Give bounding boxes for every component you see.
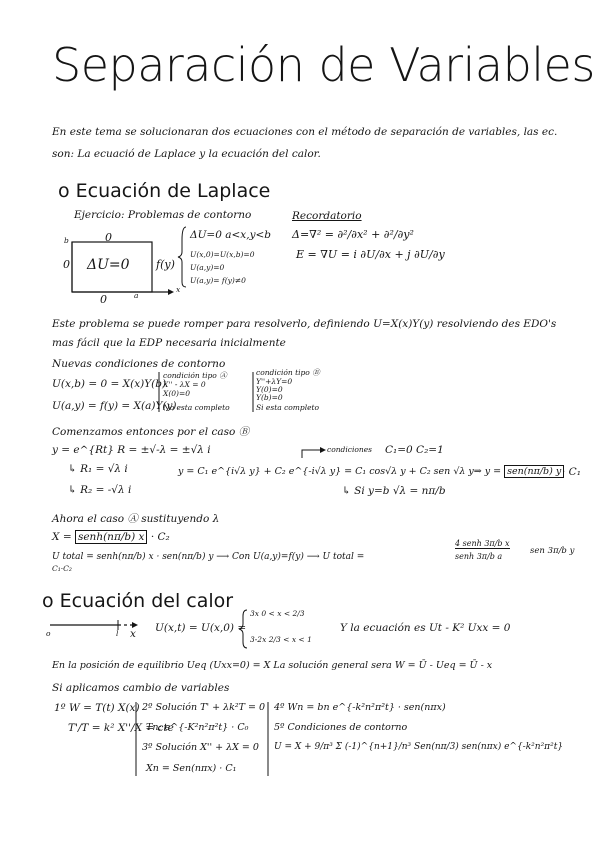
condiciones-label: condiciones — [327, 445, 372, 454]
u-total-sub: C₁·C₂ — [52, 564, 72, 573]
tipo-a-title: condición tipo Ⓐ — [163, 371, 227, 380]
laplace-paragraph-2: mas fácil que la EDP necesaria inicialmente — [52, 337, 286, 349]
diagram-inner-label: ΔU=0 — [87, 257, 130, 273]
final-solution: U = X + 9/π³ Σ (-1)^{n+1}/n³ Sen(nπ/3) sen(nπx) e^{-k²n²π²t} — [274, 742, 564, 752]
x-solution — [52, 531, 170, 543]
diagram-top-label: 0 — [105, 231, 112, 244]
cambio-variables: Si aplicamos cambio de variables — [52, 682, 230, 694]
x-solution-suffix: · C₂ — [150, 531, 170, 543]
condition-4: U(a,y)= f(y)≠0 — [190, 276, 246, 285]
conditions-brace — [178, 227, 186, 287]
condition-2: U(x,0)=U(x,b)=0 — [190, 250, 255, 259]
heat-equation: Y la ecuación es Ut - K² Uxx = 0 — [340, 622, 511, 634]
axis-x-label: x — [130, 628, 136, 640]
laplace-heading: o Ecuación de Laplace — [58, 180, 271, 202]
step-3b: Xn = Sen(nπx) · C₁ — [146, 763, 237, 774]
u-total-line: U total = senh(nπ/b) x · sen(nπ/b) y ⟶ Con U(a,y)=f(y) ⟶ U total = — [52, 552, 365, 562]
intro-line-2: son: La ecuació de Laplace y la ecuación del calor. — [52, 148, 321, 160]
ejercicio-label: Ejercicio: Problemas de contorno — [74, 209, 252, 221]
characteristic-eq: y = e^{Rt} R = ±√-λ = ±√λ i — [52, 444, 211, 456]
y-solution-text: y = C₁ e^{i√λ y} + C₂ e^{-i√λ y} = C₁ cos√λ y + C₂ sen √λ y — [178, 466, 474, 477]
step-5: 5º Condiciones de contorno — [274, 722, 408, 733]
recordatorio-title: Recordatorio — [292, 210, 362, 222]
step-2b: Tn: e^{-K²n²π²t} · C₀ — [146, 722, 249, 733]
diagram-b-label: b — [64, 236, 69, 245]
step-3a: 3º Solución X'' + λX = 0 — [142, 742, 259, 753]
condiciones-arrow — [302, 450, 322, 458]
nuevas-condiciones: Nuevas condiciones de contorno — [52, 358, 226, 370]
tipo-a-line-1: X'' - λX = 0 — [163, 380, 206, 389]
comenzamos: Comenzamos entonces por el caso Ⓑ — [52, 426, 250, 438]
c1-factor: · C₁ — [562, 466, 581, 478]
step-1b: T'/T = k² X''/X = cte — [68, 722, 174, 734]
condition-1: ΔU=0 a<x,y<b — [190, 229, 272, 241]
u-total-numerator: 4 senh 3π/b x — [455, 539, 510, 548]
calor-heading: o Ecuación del calor — [42, 590, 234, 612]
recordatorio-line-2: E = ∇U = i ∂U/∂x + j ∂U/∂y — [296, 248, 445, 261]
tipo-b-title: condición tipo Ⓑ — [256, 368, 320, 377]
step-4: 4º Wn = bn e^{-k²n²π²t} · sen(nπx) — [274, 702, 446, 713]
tipo-a-line-2: X(0)=0 — [163, 389, 191, 398]
u-total-denominator: senh 3π/b a — [455, 552, 503, 561]
diagram-bottom-label: 0 — [100, 293, 107, 306]
diagram-left-label: 0 — [63, 258, 70, 271]
separation-row-1: U(x,b) = 0 = X(x)Y(b) — [52, 378, 167, 390]
axis-l-label: l — [116, 629, 119, 638]
tipo-b-line-1: Y''+λY=0 — [256, 377, 293, 386]
boxed-y-solution: sen(nπ/b) y — [504, 465, 564, 478]
piecewise-2: 3-2x 2/3 < x < 1 — [250, 635, 312, 644]
root-1: ↳ R₁ = √λ i — [68, 463, 128, 475]
equilibrium-line: En la posición de equilibrio Ueq (Uxx=0) = X La solución general sera W = Ū - Ueq = Ū - x — [52, 660, 493, 671]
x-arrow-head — [168, 289, 174, 295]
piecewise-1: 3x 0 < x < 2/3 — [250, 609, 305, 618]
diagram-right-label: f(y) — [156, 258, 175, 271]
initial-condition: U(x,t) = U(x,0) = — [155, 622, 247, 634]
u-total-end: sen 3π/b y — [530, 546, 575, 556]
diagram-x-label: x — [176, 285, 181, 294]
step-1a: 1º W = T(t) X(x) — [54, 702, 140, 714]
y-general-solution — [178, 466, 564, 477]
page-title: Separación de Variables — [52, 38, 595, 92]
diagram-a-label: a — [134, 291, 139, 300]
ahora-caso-a: Ahora el caso Ⓐ sustituyendo λ — [52, 513, 220, 525]
tipo-b-line-4: Si esta completo — [256, 403, 320, 412]
boxed-prefix: ⇒ y = — [473, 466, 505, 477]
tipo-b-line-2: Y(0)=0 — [256, 385, 283, 394]
separation-row-2: U(a,y) = f(y) = X(a)Y(y) — [52, 400, 177, 412]
condiciones-values: C₁=0 C₂=1 — [385, 444, 444, 456]
condition-3: U(a,y)=0 — [190, 263, 225, 272]
step-2a: 2º Solución T' + λk²T = 0 — [142, 702, 266, 713]
x-solution-prefix: X = — [52, 531, 75, 543]
boxed-x-solution: senh(nπ/b) x — [75, 530, 148, 544]
tipo-a-line-3: No esta completo — [163, 403, 230, 412]
laplace-paragraph-1: Este problema se puede romper para resolverlo, definiendo U=X(x)Y(y) resolviendo des EDO's — [52, 318, 557, 330]
root-2: ↳ R₂ = -√λ i — [68, 484, 132, 496]
recordatorio-line-1: Δ=∇² = ∂²/∂x² + ∂²/∂y² — [292, 228, 414, 241]
axis-origin-label: o — [46, 629, 51, 638]
intro-line-1: En este tema se solucionaran dos ecuaciones con el método de separación de variables, las ec. — [52, 126, 558, 138]
tipo-b-line-3: Y(b)=0 — [256, 393, 283, 402]
si-y-equals-b: ↳ Si y=b √λ = nπ/b — [342, 485, 446, 497]
